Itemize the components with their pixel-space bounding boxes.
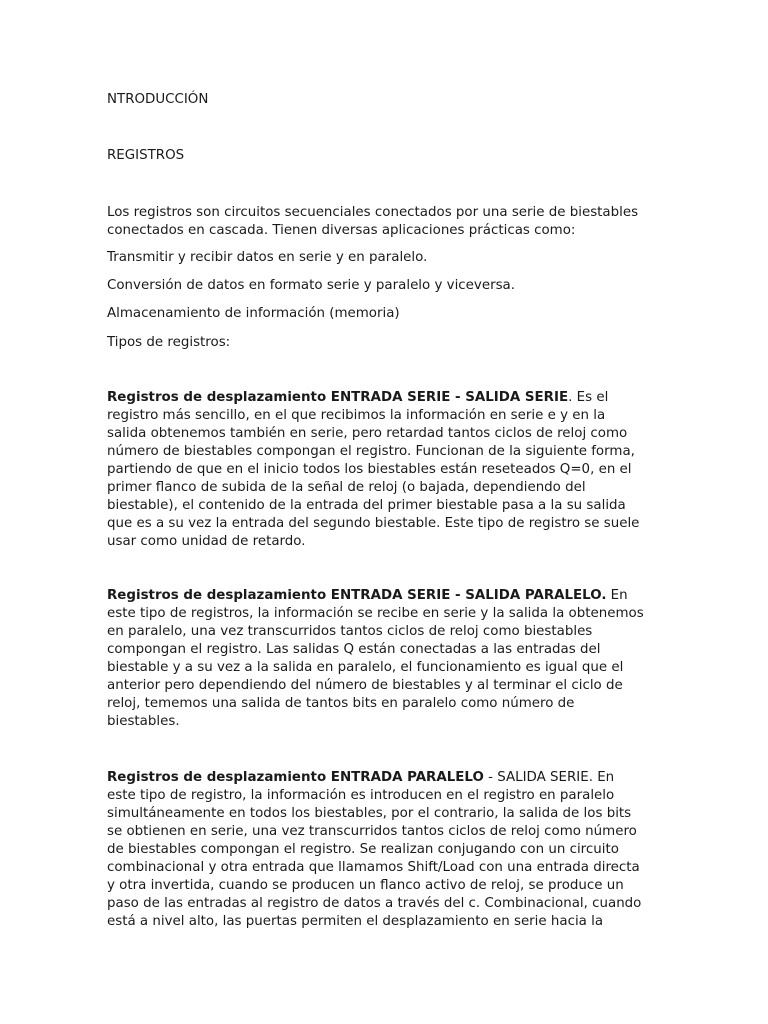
text-line	[107, 389, 667, 407]
text-line: reloj, tememos una salida de tantos bits en paralelo como número de	[107, 696, 575, 711]
text-line: que es a su vez la entrada del segundo biestable. Este tipo de registro se suele	[107, 516, 640, 531]
text-line: Los registros son circuitos secuenciales conectados por una serie de biestables	[107, 205, 639, 220]
section-title: Registros de desplazamiento ENTRADA SERIE - SALIDA PARALELO.	[107, 588, 607, 603]
text-line: simultáneamente en todos los biestables, por el contrario, la salida de los bits	[107, 806, 632, 821]
text-line: en paralelo, una vez transcurridos tantos ciclos de reloj como biestables	[107, 624, 593, 639]
intro-paragraph	[107, 204, 667, 240]
text-line: número de biestables compongan el registro. Funcionan de la siguiente forma,	[107, 444, 635, 459]
text-line: paso de las entradas al registro de datos a través del c. Combinacional, cuando	[107, 896, 642, 911]
text-line: se obtienen en serie, una vez transcurridos tantos ciclos de reloj como número	[107, 824, 637, 839]
section-serie-paralelo	[107, 587, 667, 731]
text-line: biestable), el contenido de la entrada del primer biestable pasa a la su salida	[107, 498, 626, 513]
text-fragment: . Es el	[568, 390, 609, 405]
text-fragment: En	[606, 588, 628, 603]
text-line	[107, 769, 667, 787]
section-title: Registros de desplazamiento ENTRADA SERIE - SALIDA SERIE	[107, 390, 569, 405]
text-line: de biestables compongan el registro. Se realizan conjugando con un circuito	[107, 842, 619, 857]
text-line: biestables.	[107, 714, 180, 729]
section-serie-serie	[107, 389, 667, 551]
text-line: partiendo de que en el inicio todos los biestables están reseteados Q=0, en el	[107, 462, 632, 477]
text-line: anterior pero dependiendo del número de biestables y al terminar el ciclo de	[107, 678, 623, 693]
heading-registros: REGISTROS	[107, 148, 185, 163]
heading-introduccion: NTRODUCCIÓN	[107, 92, 209, 107]
list-item: Almacenamiento de información (memoria)	[107, 306, 400, 321]
list-item: Transmitir y recibir datos en serie y en paralelo.	[107, 250, 428, 265]
section-paralelo-serie	[107, 769, 667, 931]
list-item: Tipos de registros:	[107, 335, 231, 350]
text-line: registro más sencillo, en el que recibimos la información en serie e y en la	[107, 408, 606, 423]
section-title: Registros de desplazamiento ENTRADA PARALELO	[107, 770, 484, 785]
text-line: salida obtenemos también en serie, pero retardad tantos ciclos de reloj como	[107, 426, 628, 441]
text-line: usar como unidad de retardo.	[107, 534, 306, 549]
text-fragment: - SALIDA SERIE. En	[483, 770, 615, 785]
text-line: combinacional y otra entrada que llamamos Shift/Load con una entrada directa	[107, 860, 640, 875]
text-line: este tipo de registros, la información se recibe en serie y la salida la obtenemos	[107, 606, 644, 621]
text-line: está a nivel alto, las puertas permiten el desplazamiento en serie hacia la	[107, 914, 604, 929]
text-line: compongan el registro. Las salidas Q están conectadas a las entradas del	[107, 642, 601, 657]
text-line: conectados en cascada. Tienen diversas aplicaciones prácticas como:	[107, 223, 576, 238]
text-line: primer flanco de subida de la señal de reloj (o bajada, dependiendo del	[107, 480, 586, 495]
text-line: y otra invertida, cuando se producen un flanco activo de reloj, se produce un	[107, 878, 624, 893]
text-line: este tipo de registro, la información es introducen en el registro en paralelo	[107, 788, 615, 803]
text-line	[107, 587, 667, 605]
list-item: Conversión de datos en formato serie y paralelo y viceversa.	[107, 278, 516, 293]
text-line: biestable y a su vez a la salida en paralelo, el funcionamiento es igual que el	[107, 660, 624, 675]
